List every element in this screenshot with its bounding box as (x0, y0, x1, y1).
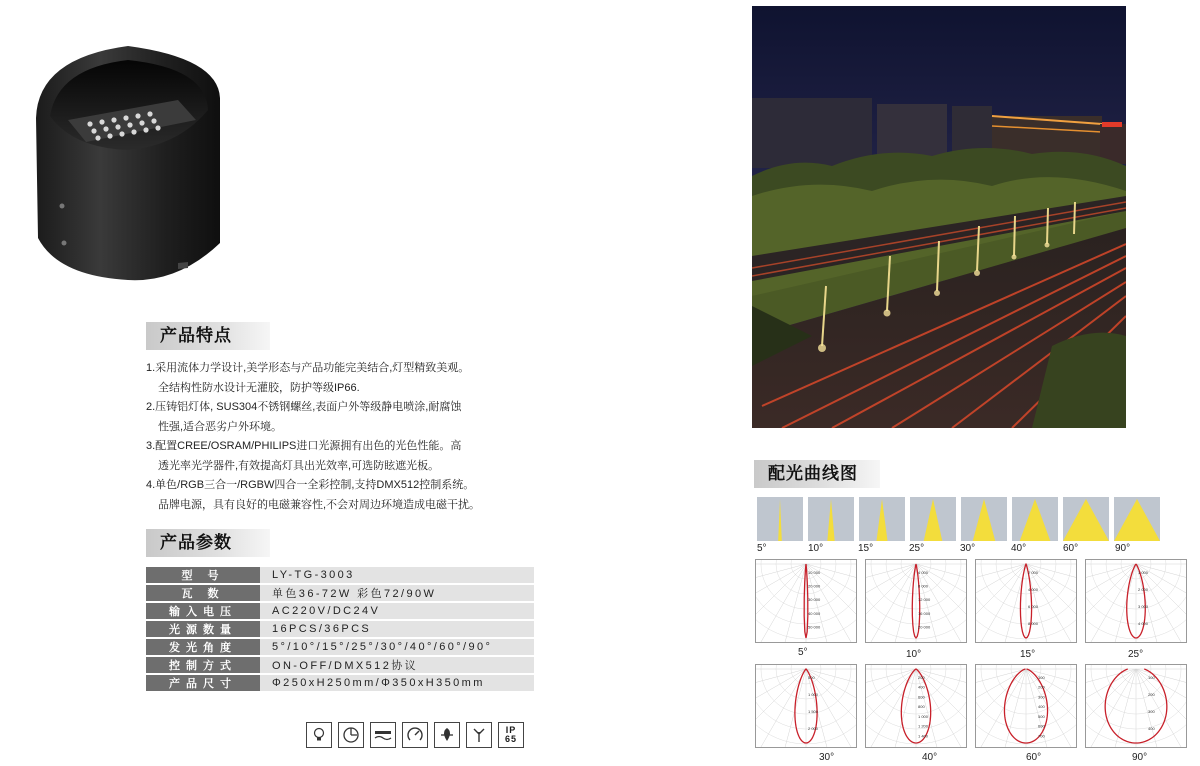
polar-grid-ray (1086, 669, 1136, 747)
feature-line: 1.采用流体力学设计,美学形态与产品功能完美结合,灯型精致美观。 (146, 362, 470, 374)
polar-grid-ray (976, 564, 1026, 624)
beam-label: 15° (858, 543, 874, 554)
polar-grid-ray (806, 564, 856, 642)
param-value: 单色36-72W 彩色72/90W (260, 584, 534, 602)
polar-grid-ray (1026, 564, 1057, 642)
polar-grid-ray (976, 564, 1026, 642)
polar-scale-label: 2 000 (1028, 570, 1039, 575)
polar-grid-ray (1086, 564, 1136, 624)
beam-label: 5° (757, 543, 767, 554)
polar-scale-label: 200 (918, 675, 925, 680)
param-key: 型 号 (146, 567, 260, 584)
polar-grid-ray (866, 564, 916, 624)
polar-scale-label: 700 (1038, 733, 1045, 739)
polar-label: 10° (906, 649, 922, 660)
polar-scale-label: 40 000 (808, 610, 821, 616)
table-row (146, 620, 534, 638)
ip-label: IP (505, 725, 517, 735)
beam-swatch-15 (859, 497, 905, 541)
feature-line: 品牌电源，具有良好的电磁兼容性,不会对周边环境造成电磁干扰。 (158, 498, 481, 511)
table-row (146, 674, 534, 692)
polar-grid-ray (885, 669, 916, 747)
table-row (146, 656, 534, 674)
polar-grid-ray (775, 669, 806, 747)
param-value: Φ250xH250mm/Φ350xH350mm (260, 674, 534, 692)
polar-scale-label: 500 (1038, 713, 1045, 719)
polar-grid-ray (866, 564, 916, 642)
polar-grid-ray (1105, 669, 1136, 747)
feature-line: 4.单色/RGB三合一/RGBW四合一全彩控制,支持DMX512控制系统。 (146, 479, 475, 491)
polar-scale-label: 600 (918, 694, 925, 700)
polar-svg (1086, 665, 1186, 747)
polar-grid-ray (976, 669, 1026, 747)
beam-swatch-10 (808, 497, 854, 541)
polar-grid-ray (1026, 669, 1076, 729)
polar-grid-ray (806, 669, 837, 747)
polar-scale-label: 1 000 (1138, 570, 1149, 575)
polar-scale-label: 4 000 (1028, 587, 1039, 592)
polar-grid-ray (885, 564, 916, 642)
polar-scale-label: 4 000 (918, 570, 929, 575)
polar-svg (976, 560, 1076, 642)
polar-scale-label: 1 400 (918, 733, 929, 739)
polar-grid-ray (916, 564, 947, 642)
bulb-icon (306, 722, 332, 748)
polar-scale-label: 100 (1038, 675, 1045, 680)
feature-line: 透光率光学器件,有效提高灯具出光效率,可选防眩遮光板。 (158, 459, 440, 472)
polar-scale-label: 6 000 (1028, 604, 1039, 609)
polar-scale-label: 8 000 (918, 583, 929, 589)
polar-scale-label: 50 000 (808, 624, 821, 630)
param-key: 输入电压 (146, 602, 260, 620)
polar-grid-ray (976, 669, 1026, 747)
polar-scale-label: 30 000 (808, 597, 821, 603)
efficiency-icon (402, 722, 428, 748)
polar-chart (1085, 559, 1187, 643)
polar-scale-label: 12 000 (918, 597, 931, 603)
beam-label: 40° (1011, 543, 1027, 554)
param-value: 5°/10°/15°/25°/30°/40°/60°/90° (260, 638, 534, 656)
polar-scale-label: 2 000 (1138, 587, 1149, 592)
table-row (146, 638, 534, 656)
polar-grid-ray (1086, 669, 1136, 747)
polar-label: 30° (819, 752, 835, 763)
polar-grid-ray (1136, 669, 1186, 747)
polar-chart (975, 664, 1077, 748)
polar-scale-label: 16 000 (918, 610, 931, 616)
polar-scale-label: 200 (1148, 692, 1155, 697)
polar-scale-label: 1 500 (808, 709, 819, 714)
polar-grid-ray (775, 564, 806, 642)
polar-svg (756, 560, 856, 642)
polar-label: 15° (1020, 649, 1036, 660)
ip65-icon (498, 722, 524, 748)
polar-svg (866, 665, 966, 747)
polar-grid-ray (866, 564, 916, 642)
polar-grid-ray (1136, 564, 1186, 642)
polar-scale-label: 400 (1148, 726, 1155, 731)
beam-label: 90° (1115, 543, 1131, 554)
param-value: LY-TG-3003 (260, 567, 534, 584)
beam-swatch-40 (1012, 497, 1058, 541)
polar-grid-ray (806, 564, 837, 642)
polar-grid-ray (1136, 564, 1186, 642)
polar-grid-ray (916, 564, 966, 642)
polar-scale-label: 1 200 (918, 723, 929, 729)
polar-grid-ray (1086, 564, 1136, 642)
polar-scale-label: 600 (1038, 723, 1045, 729)
features-heading: 产品特点 (146, 322, 270, 350)
polar-grid-ray (1086, 564, 1136, 642)
polar-grid-ray (916, 564, 966, 642)
eco-leaf-icon (434, 722, 460, 748)
param-value: ON-OFF/DMX512协议 (260, 656, 534, 674)
polar-chart (865, 664, 967, 748)
param-key: 产品尺寸 (146, 674, 260, 692)
polar-grid-ray (976, 669, 1026, 729)
beam-label: 30° (960, 543, 976, 554)
night-street-photo (752, 6, 1126, 428)
params-table (146, 567, 534, 693)
polar-scale-label: 10 000 (808, 570, 821, 575)
beam-swatch-30 (961, 497, 1007, 541)
beam-swatch-5 (757, 497, 803, 541)
product-photo (28, 38, 228, 283)
polar-grid-ray (806, 564, 856, 642)
polar-grid-ray (995, 669, 1026, 747)
antenna-icon (466, 722, 492, 748)
polar-svg (1086, 560, 1186, 642)
polar-label: 60° (1026, 752, 1042, 763)
polar-label: 40° (922, 752, 938, 763)
polar-grid-ray (976, 564, 1026, 642)
feature-line: 2.压铸铝灯体, SUS304不锈钢螺丝,表面户外等级静电喷涂,耐腐蚀 (146, 401, 462, 413)
polar-grid-ray (995, 564, 1026, 642)
polar-grid-ray (756, 669, 806, 729)
param-key: 控制方式 (146, 656, 260, 674)
polar-svg (866, 560, 966, 642)
polar-grid-ray (756, 564, 806, 624)
curves-heading: 配光曲线图 (754, 460, 880, 488)
feature-list (146, 359, 566, 515)
polar-scale-label: 20 000 (808, 583, 821, 589)
param-key: 光源数量 (146, 620, 260, 638)
polar-chart (865, 559, 967, 643)
polar-grid-ray (756, 564, 806, 642)
polar-scale-label: 1 000 (808, 692, 819, 697)
feature-line: 3.配置CREE/OSRAM/PHILIPS进口光源拥有出色的光色性能。高 (146, 440, 462, 452)
polar-grid-ray (1026, 669, 1076, 747)
param-value: AC220V/DC24V (260, 602, 534, 620)
params-heading: 产品参数 (146, 529, 270, 557)
polar-scale-label: 400 (1038, 704, 1045, 710)
feature-line: 性强,适合恶劣户外环境。 (158, 420, 283, 433)
polar-grid-ray (1026, 564, 1076, 642)
polar-scale-label: 20 000 (918, 624, 931, 630)
polar-svg (976, 665, 1076, 747)
polar-chart (755, 559, 857, 643)
table-row (146, 567, 534, 584)
polar-chart (975, 559, 1077, 643)
polar-grid-ray (1026, 564, 1076, 642)
polar-scale-label: 1 000 (918, 713, 929, 719)
param-value: 16PCS/36PCS (260, 620, 534, 638)
polar-label: 25° (1128, 649, 1144, 660)
beam-swatch-25 (910, 497, 956, 541)
param-key: 发光角度 (146, 638, 260, 656)
table-row (146, 602, 534, 620)
polar-label: 90° (1132, 752, 1148, 763)
polar-scale-label: 300 (1038, 694, 1045, 700)
polar-grid-ray (756, 564, 806, 642)
polar-grid-ray (1086, 669, 1136, 729)
polar-scale-label: 100 (1148, 675, 1155, 680)
polar-grid-ray (1136, 669, 1186, 729)
beam-label: 25° (909, 543, 925, 554)
polar-grid-ray (1136, 669, 1167, 747)
feature-line: 全结构性防水设计无灌胶，防护等级IP66. (158, 381, 360, 394)
param-key: 瓦 数 (146, 584, 260, 602)
polar-scale-label: 3 000 (1138, 604, 1149, 609)
polar-scale-label: 400 (918, 684, 925, 690)
ip-rating: 65 (504, 734, 517, 744)
table-row (146, 584, 534, 602)
polar-chart (755, 664, 857, 748)
beam-label: 10° (808, 543, 824, 554)
beam-swatch-60 (1063, 497, 1109, 541)
beam-label: 60° (1063, 543, 1079, 554)
polar-scale-label: 500 (808, 675, 815, 680)
polar-label: 5° (798, 647, 808, 658)
beam-swatch-90 (1114, 497, 1160, 541)
polar-scale-label: 200 (1038, 684, 1045, 690)
beam-angle-icon (338, 722, 364, 748)
polar-chart (1085, 664, 1187, 748)
polar-scale-label: 300 (1148, 709, 1155, 714)
polar-scale-label: 8 000 (1028, 621, 1039, 626)
waterproof-icon (370, 722, 396, 748)
polar-scale-label: 2 000 (808, 726, 819, 731)
polar-grid-ray (1026, 669, 1076, 747)
polar-scale-label: 800 (918, 704, 925, 710)
polar-grid-ray (1136, 669, 1186, 747)
polar-scale-label: 4 000 (1138, 621, 1149, 626)
polar-svg (756, 665, 856, 747)
